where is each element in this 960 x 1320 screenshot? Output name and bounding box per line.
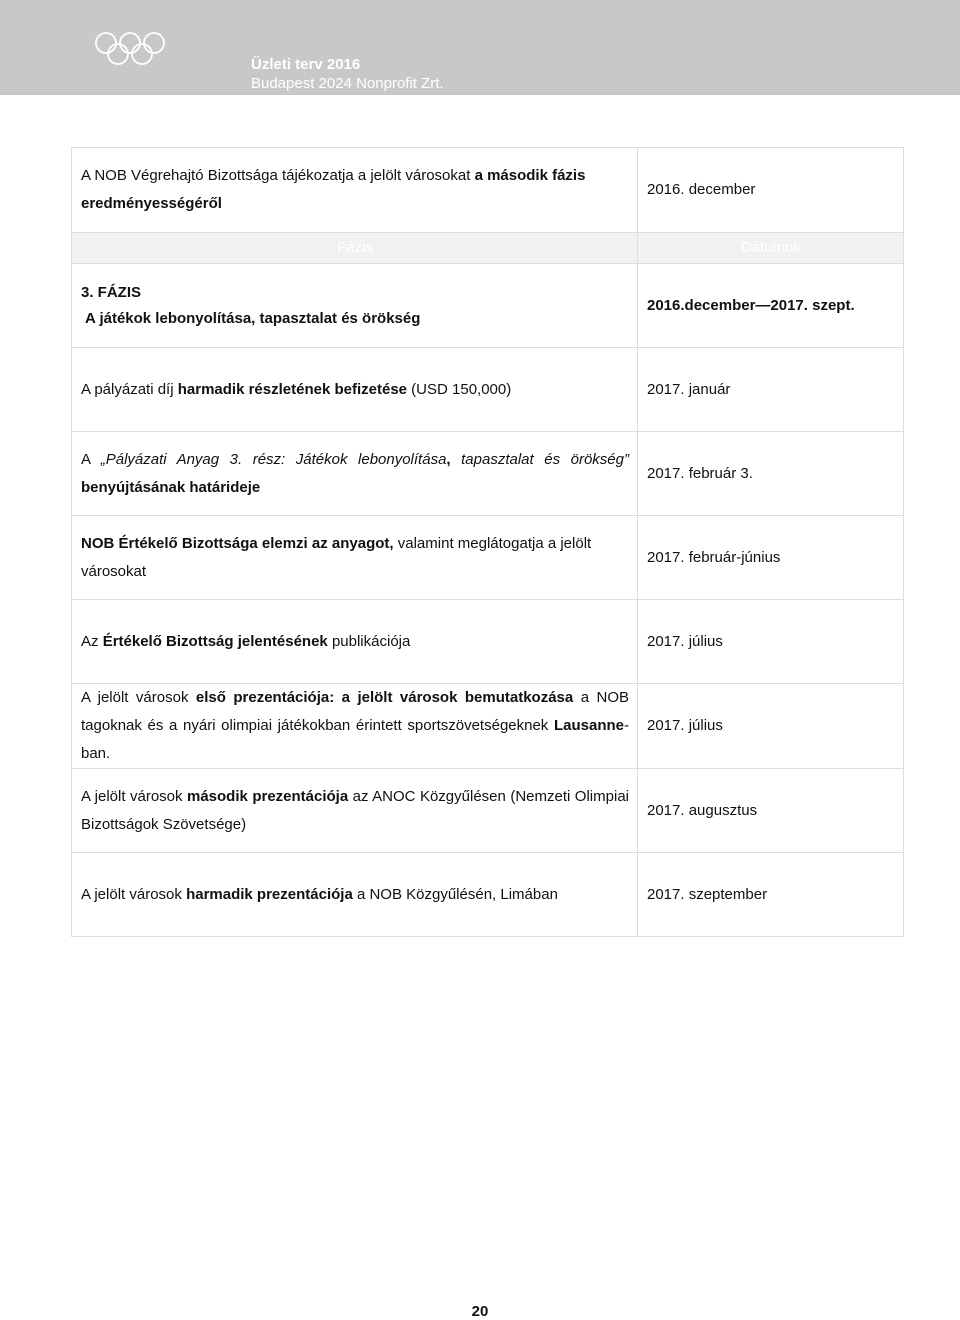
date-cell: 2017. február-június — [638, 516, 904, 600]
event-text: publikációja — [327, 632, 411, 650]
event-text: A jelölt városok — [81, 885, 187, 903]
event-text: az ANOC Közgyűlésen (Nemzeti Olimpiai Bizottságok Szövetsége) — [81, 787, 629, 833]
event-cell — [72, 432, 638, 516]
organization-name: Budapest 2024 Nonprofit Zrt. — [251, 75, 444, 92]
event-text: -ban. — [81, 717, 629, 762]
event-cell — [72, 148, 638, 233]
date-cell: 2017. február 3. — [638, 432, 904, 516]
date-cell: 2016. december — [638, 148, 904, 233]
schedule-table — [71, 147, 904, 937]
date-cell: 2017. július — [638, 600, 904, 684]
document-title: Üzleti terv 2016 — [251, 56, 361, 73]
event-cell — [72, 348, 638, 432]
phase-name: A játékok lebonyolítása, tapasztalat és örökség — [85, 309, 421, 327]
event-text-bold: második prezentációja — [186, 787, 349, 805]
event-text-bold: első prezentációja: a jelölt városok bemutatkozása — [195, 689, 574, 706]
event-text: valamint meglátogatja a jelölt városokat — [81, 534, 592, 580]
event-text: A pályázati díj — [81, 380, 178, 398]
event-cell — [72, 684, 638, 769]
date-cell: 2017. január — [638, 348, 904, 432]
table-row — [72, 516, 904, 600]
event-text-bold: harmadik részletének befizetése — [177, 380, 408, 398]
event-cell — [72, 516, 638, 600]
event-text-bold: benyújtásának határideje — [81, 478, 261, 496]
dates-column-header: Dátumok — [638, 233, 904, 264]
event-text: A jelölt városok — [81, 689, 196, 706]
event-text: Az — [81, 632, 103, 650]
event-text: A — [81, 450, 101, 468]
olympic-rings-icon — [94, 30, 166, 68]
table-row — [72, 684, 904, 769]
phase-row — [72, 264, 904, 348]
page-header — [0, 0, 960, 95]
phase-column-header: Fázis — [72, 233, 638, 264]
event-text: a NOB Közgyűlésén, Limában — [352, 885, 558, 903]
table-header-row — [72, 233, 904, 264]
table-row — [72, 769, 904, 853]
event-text: (USD 150,000) — [407, 380, 512, 398]
event-text-bold: Lausanne — [553, 717, 624, 734]
event-text: A NOB Végrehajtó Bizottsága tájékozatja a jelölt városokat — [81, 167, 475, 184]
event-cell — [72, 600, 638, 684]
table-row — [72, 348, 904, 432]
event-text-italic: tapasztalat és örökség” — [450, 450, 629, 468]
table-row — [72, 600, 904, 684]
event-text-bold: , — [446, 450, 451, 468]
phase-number: 3. FÁZIS — [81, 283, 142, 301]
event-text: a NOB tagoknak és a nyári olimpiai játékokban érintett sportszövetségeknek — [81, 689, 629, 734]
page-number: 20 — [471, 1303, 489, 1320]
phase-cell — [72, 264, 638, 348]
table-row — [72, 853, 904, 937]
event-text-italic: „Pályázati Anyag 3. rész: Játékok lebonyolítása — [100, 450, 447, 468]
date-cell: 2017. július — [638, 684, 904, 769]
date-cell: 2017. szeptember — [638, 853, 904, 937]
event-cell — [72, 853, 638, 937]
table-row — [72, 148, 904, 233]
event-cell — [72, 769, 638, 853]
phase-date-cell: 2016.december—2017. szept. — [638, 264, 904, 348]
table-row — [72, 432, 904, 516]
event-text-bold: NOB Értékelő Bizottsága elemzi az anyagot, — [81, 534, 394, 552]
date-cell: 2017. augusztus — [638, 769, 904, 853]
event-text: A jelölt városok — [81, 787, 187, 805]
event-text-bold: harmadik prezentációja — [186, 885, 353, 903]
event-text-bold: a második fázis eredményességéről — [81, 167, 586, 212]
event-text-bold: Értékelő Bizottság jelentésének — [102, 632, 328, 650]
